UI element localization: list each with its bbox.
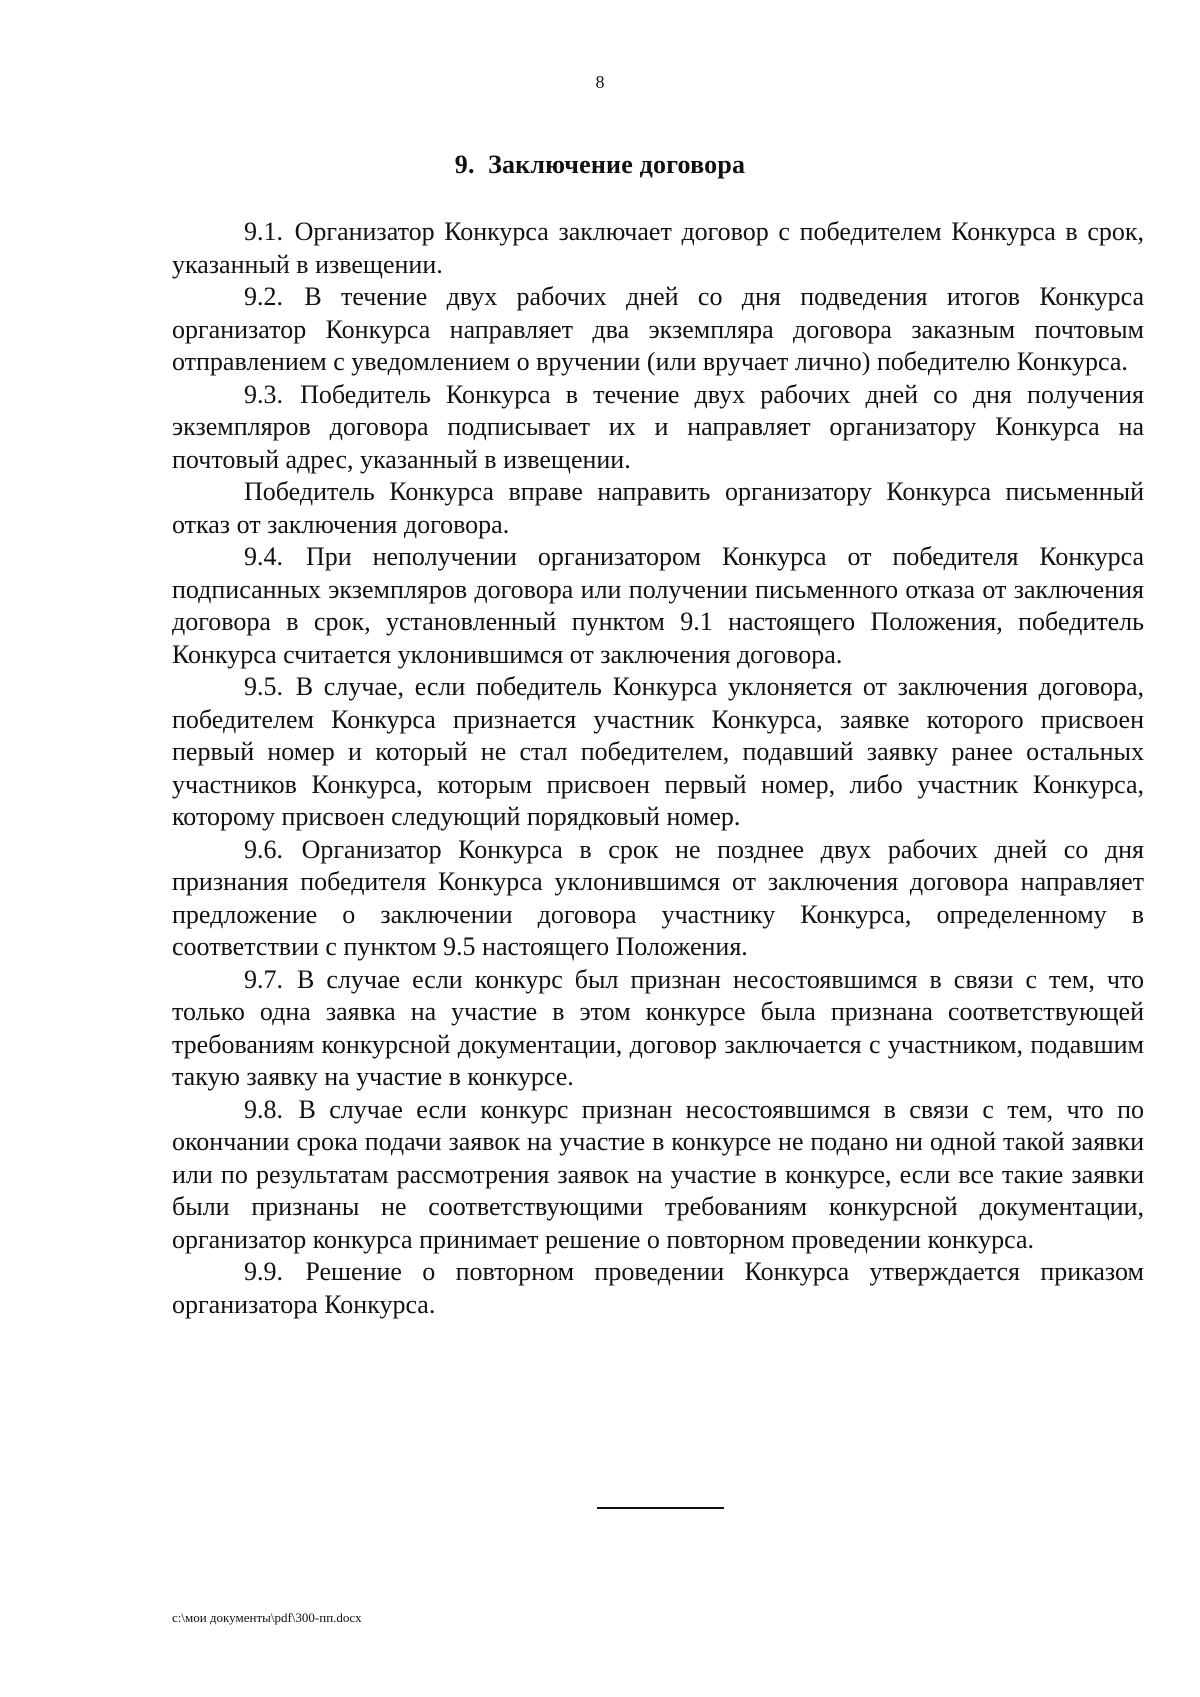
paragraph-text: Победитель Конкурса вправе направить организатору Конкурса письменный отказ от заключения договора.	[172, 477, 1144, 539]
paragraph-text: Победитель Конкурса в течение двух рабочих дней со дня получения экземпляров договора подписывает их и направляет организатору Конкурса на почтовый адрес, указанный в извещении.	[172, 379, 1144, 474]
paragraph-text: В случае, если победитель Конкурса уклоняется от заключения договора, победителем Конкурса признается участник Конкурса, заявке которого присвоен первый номер и который не стал победителем, подавший заявку ранее остальных участников Конкурса, которым присвоен первый номер, либо участник Конкурса, которому присвоен следующий порядковый номер.	[172, 672, 1145, 831]
paragraph-text: Решение о повторном проведении Конкурса утверждается приказом организатора Конкурса.	[172, 1257, 1144, 1319]
paragraph-9-6	[172, 834, 1144, 964]
paragraph-9-3	[172, 379, 1144, 477]
paragraph-number: 9.8.	[244, 1094, 283, 1124]
paragraph-number: 9.5.	[244, 672, 283, 701]
paragraph-9-9	[172, 1256, 1144, 1321]
paragraph-text: Организатор Конкурса в срок не позднее двух рабочих дней со дня признания победителя Конкурса уклонившимся от заключения договора направляет предложение о заключении договора участнику Конкурса, определенному в соответствии с пунктом 9.5 настоящего Положения.	[172, 834, 1145, 961]
paragraph-9-2	[172, 281, 1144, 379]
document-body	[172, 216, 1144, 1321]
paragraph-number: 9.7.	[244, 964, 283, 994]
paragraph-number: 9.2.	[244, 282, 283, 311]
paragraph-text: В течение двух рабочих дней со дня подведения итогов Конкурса организатор Конкурса направляет два экземпляра договора заказным почтовым отправлением с уведомлением о вручении (или вручает лично) победителю Конкурса.	[172, 282, 1145, 376]
paragraph-number: 9.3.	[244, 379, 283, 409]
paragraph-9-8	[172, 1094, 1144, 1257]
paragraph-number: 9.4.	[244, 542, 283, 571]
paragraph-9-3-continued	[172, 476, 1144, 541]
section-title	[0, 150, 1200, 180]
paragraph-number: 9.6.	[244, 834, 283, 864]
paragraph-text: В случае если конкурс был признан несостоявшимся в связи с тем, что только одна заявка на участие в этом конкурсе была признана соответствующей требованиям конкурсной документации, договор заключается с участником, подавшим такую заявку на участие в конкурсе.	[172, 964, 1144, 1091]
paragraph-number: 9.1.	[244, 217, 283, 246]
section-title-text: Заключение договора	[488, 150, 746, 179]
page-number: 8	[595, 72, 605, 92]
end-of-document-rule	[597, 1507, 724, 1509]
paragraph-text: В случае если конкурс признан несостоявшимся в связи с тем, что по окончании срока подачи заявок на участие в конкурсе не подано ни одной такой заявки или по результатам рассмотрения заявок на участие в конкурсе, если все такие заявки были признаны не соответствующими требованиям конкурсной документации, организатор конкурса принимает решение о повторном проведении конкурса.	[172, 1094, 1145, 1254]
paragraph-9-1	[172, 216, 1144, 281]
section-number: 9.	[454, 150, 475, 179]
paragraph-9-7	[172, 964, 1144, 1094]
paragraph-number: 9.9.	[244, 1257, 283, 1286]
paragraph-9-5	[172, 671, 1144, 834]
paragraph-9-4	[172, 541, 1144, 671]
footer-file-path: c:\мои документы\pdf\300-пп.docx	[172, 1610, 362, 1625]
paragraph-text: При неполучении организатором Конкурса от победителя Конкурса подписанных экземпляров договора или получении письменного отказа от заключения договора в срок, установленный пунктом 9.1 настоящего Положения, победитель Конкурса считается уклонившимся от заключения договора.	[172, 542, 1144, 669]
paragraph-text: Организатор Конкурса заключает договор с победителем Конкурса в срок, указанный в извещении.	[172, 217, 1145, 279]
